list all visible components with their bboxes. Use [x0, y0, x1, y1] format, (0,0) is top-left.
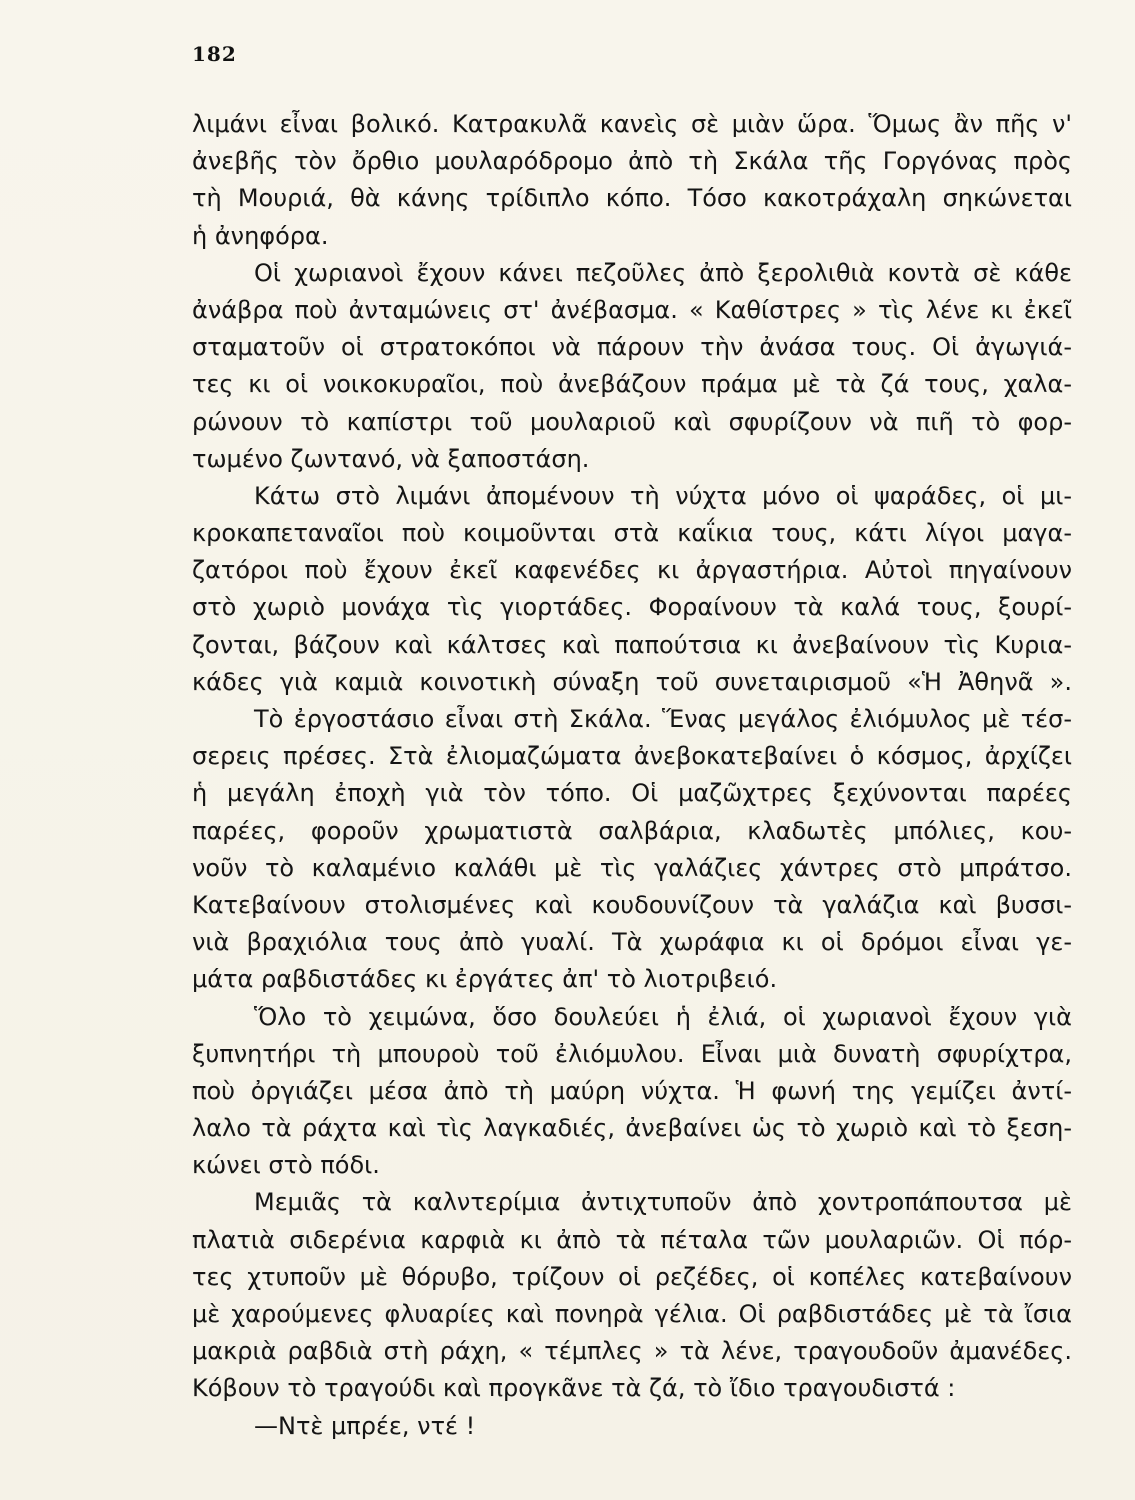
text-line: μακριὰ ραβδιὰ στὴ ράχη, « τέμπλες » τὰ λένε, τραγουδοῦν ἀμανέδες.	[192, 1337, 1072, 1366]
text-line: νοῦν τὸ καλαμένιο καλάθι μὲ τὶς γαλάζιες χάντρες στὸ μπράτσο.	[192, 853, 1072, 882]
text-line: ρώνουν τὸ καπίστρι τοῦ μουλαριοῦ καὶ σφυρίζουν νὰ πιῆ τὸ φορ-	[192, 407, 1072, 436]
text-line: ποὺ ὀργιάζει μέσα ἀπὸ τὴ μαύρη νύχτα. Ἡ φωνή της γεμίζει ἀντί-	[192, 1076, 1072, 1105]
text-line: ζονται, βάζουν καὶ κάλτσες καὶ παπούτσια κι ἀνεβαίνουν τὶς Κυρια-	[192, 630, 1072, 659]
text-line: —Ντὲ μπρέε, ντέ !	[254, 1411, 476, 1440]
text-line: ἡ μεγάλη ἐποχὴ γιὰ τὸν τόπο. Οἱ μαζῶχτρες ξεχύνονται παρέες	[192, 779, 1072, 808]
text-line: Κόβουν τὸ τραγούδι καὶ προγκᾶνε τὰ ζά, τὸ ἴδιο τραγουδιστά :	[192, 1374, 956, 1403]
text-line: τες χτυποῦν μὲ θόρυβο, τρίζουν οἱ ρεζέδες, οἱ κοπέλες κατεβαίνουν	[192, 1262, 1072, 1291]
text-line: ζατόροι ποὺ ἔχουν ἐκεῖ καφενέδες κι ἀργαστήρια. Αὐτοὶ πηγαίνουν	[192, 556, 1072, 585]
text-line: λιμάνι εἶναι βολικό. Κατρακυλᾶ κανεὶς σὲ μιὰν ὥρα. Ὅμως ἂν πῆς ν'	[192, 110, 1072, 138]
text-line: κροκαπεταναῖοι ποὺ κοιμοῦνται στὰ καΐκια τους, κάτι λίγοι μαγα-	[192, 519, 1072, 548]
text-line: στὸ χωριὸ μονάχα τὶς γιορτάδες. Φοραίνουν τὰ καλά τους, ξουρί-	[192, 593, 1072, 622]
text-line: τωμένο ζωντανό, νὰ ξαποστάση.	[192, 444, 590, 473]
text-line: λαλο τὰ ράχτα καὶ τὶς λαγκαδιές, ἀνεβαίνει ὡς τὸ χωριὸ καὶ τὸ ξεση-	[192, 1114, 1072, 1143]
text-line: κώνει στὸ πόδι.	[192, 1151, 380, 1180]
text-line: κάδες γιὰ καμιὰ κοινοτικὴ σύναξη τοῦ συνεταιρισμοῦ «Ἡ Ἀθηνᾶ ».	[192, 667, 1072, 696]
text-line: νιὰ βραχιόλια τους ἀπὸ γυαλί. Τὰ χωράφια κι οἱ δρόμοι εἶναι γε-	[192, 928, 1072, 957]
text-line: μὲ χαρούμενες φλυαρίες καὶ πονηρὰ γέλια. Οἱ ραβδιστάδες μὲ τὰ ἴσια	[192, 1300, 1072, 1328]
text-line: Τὸ ἐργοστάσιο εἶναι στὴ Σκάλα. Ἕνας μεγάλος ἐλιόμυλος μὲ τέσ-	[254, 705, 1072, 733]
text-line: Κάτω στὸ λιμάνι ἀπομένουν τὴ νύχτα μόνο οἱ ψαράδες, οἱ μι-	[254, 481, 1072, 510]
text-line: Μεμιᾶς τὰ καλντερίμια ἀντιχτυποῦν ἀπὸ χοντροπάπουτσα μὲ	[254, 1188, 1072, 1217]
text-line: ξυπνητήρι τὴ μπουροὺ τοῦ ἐλιόμυλου. Εἶναι μιὰ δυνατὴ σφυρίχτρα,	[192, 1039, 1072, 1068]
text-line: τες κι οἱ νοικοκυραῖοι, ποὺ ἀνεβάζουν πράμα μὲ τὰ ζά τους, χαλα-	[192, 370, 1072, 399]
text-line: Οἱ χωριανοὶ ἔχουν κάνει πεζοῦλες ἀπὸ ξερολιθιὰ κοντὰ σὲ κάθε	[254, 258, 1072, 287]
body-text	[192, 106, 1072, 1445]
text-line: σταματοῦν οἱ στρατοκόποι νὰ πάρουν τὴν ἀνάσα τους. Οἱ ἀγωγιά-	[192, 333, 1072, 362]
text-line: ἀνάβρα ποὺ ἀνταμώνεις στ' ἀνέβασμα. « Καθίστρες » τὶς λένε κι ἐκεῖ	[192, 295, 1072, 324]
text-line: πλατιὰ σιδερένια καρφιὰ κι ἀπὸ τὰ πέταλα τῶν μουλαριῶν. Οἱ πόρ-	[192, 1225, 1072, 1254]
text-line: Κατεβαίνουν στολισμένες καὶ κουδουνίζουν τὰ γαλάζια καὶ βυσσι-	[192, 890, 1072, 919]
text-line: Ὅλο τὸ χειμώνα, ὅσο δουλεύει ἡ ἐλιά, οἱ χωριανοὶ ἔχουν γιὰ	[254, 1002, 1072, 1031]
text-line: τὴ Μουριά, θὰ κάνης τρίδιπλο κόπο. Τόσο κακοτράχαλη σηκώνεται	[192, 184, 1072, 213]
text-line: σερεις πρέσες. Στὰ ἐλιομαζώματα ἀνεβοκατεβαίνει ὁ κόσμος, ἀρχίζει	[192, 742, 1072, 771]
text-line: ἡ ἀνηφόρα.	[192, 221, 329, 250]
text-line: μάτα ραβδιστάδες κι ἐργάτες ἀπ' τὸ λιοτριβειό.	[192, 965, 778, 994]
text-line: παρέες, φοροῦν χρωματιστὰ σαλβάρια, κλαδωτὲς μπόλιες, κου-	[192, 816, 1072, 845]
page-number: 182	[192, 42, 237, 66]
text-line: ἀνεβῆς τὸν ὄρθιο μουλαρόδρομο ἀπὸ τὴ Σκάλα τῆς Γοργόνας πρὸς	[192, 147, 1072, 176]
